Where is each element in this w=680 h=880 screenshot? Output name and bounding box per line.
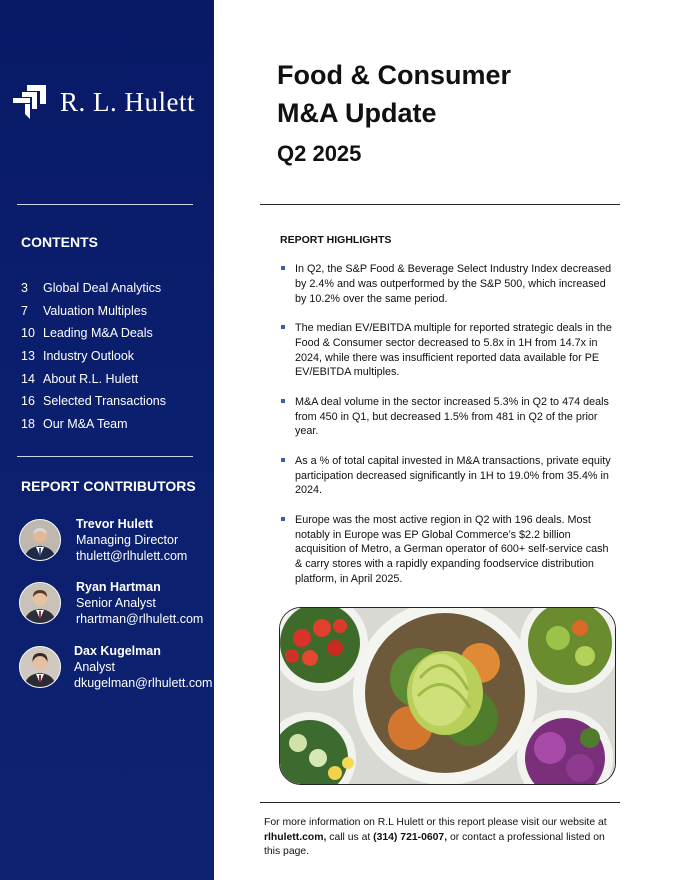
avatar <box>19 646 61 688</box>
toc-item[interactable]: 13 Industry Outlook <box>21 349 135 364</box>
contributor-card <box>19 579 203 627</box>
contributor-role: Analyst <box>74 660 115 674</box>
contributors-heading: REPORT CONTRIBUTORS <box>21 478 196 494</box>
contents-heading: CONTENTS <box>21 234 98 250</box>
contributor-email[interactable]: rhartman@rlhulett.com <box>76 612 204 626</box>
bullet-icon <box>281 517 285 521</box>
bullet-icon <box>281 458 285 462</box>
list-item: M&A deal volume in the sector increased 5.3% in Q2 to 474 deals from 450 in Q1, but decreased 1.5% from 481 in Q2 of the prior year. <box>280 395 616 439</box>
divider <box>17 204 193 205</box>
avatar <box>19 582 61 624</box>
contributor-name: Dax Kugelman <box>74 644 161 658</box>
contributor-role: Managing Director <box>76 533 179 547</box>
contributor-info <box>74 643 212 691</box>
highlights-heading: REPORT HIGHLIGHTS <box>280 234 392 246</box>
company-logo[interactable] <box>13 84 195 120</box>
toc-item[interactable]: 14 About R.L. Hulett <box>21 371 139 386</box>
report-title: Food & Consumer M&A Update <box>277 60 511 128</box>
bullet-icon <box>281 399 285 403</box>
toc-item[interactable]: 16 Selected Transactions <box>21 394 166 409</box>
contributor-card <box>19 643 212 691</box>
toc-item[interactable]: 3 Global Deal Analytics <box>21 281 162 295</box>
highlights-list <box>280 262 616 601</box>
contributor-name: Trevor Hulett <box>76 517 154 531</box>
bullet-icon <box>281 325 285 329</box>
footer-note: For more information on R.L Hulett or this report please visit our website at rlhulett.com, call us at (314) 721-0607, or contact a professional listed on this page. <box>264 817 607 858</box>
list-item: As a % of total capital invested in M&A transactions, private equity participation decreased significantly in 1H to 19.0% from 35.4% in 2024. <box>280 454 616 498</box>
logo-text: R. L. Hulett <box>60 87 195 117</box>
toc-item[interactable]: 18 Our M&A Team <box>21 417 128 432</box>
toc-item[interactable]: 10 Leading M&A Deals <box>21 326 153 341</box>
bullet-icon <box>281 266 285 270</box>
list-item: The median EV/EBITDA multiple for reported strategic deals in the Food & Consumer sector decreased to 5.8x in 1H from 14.7x in 2024, while there was insufficient reported data available for PE EV/EBITDA multiples. <box>280 321 616 380</box>
contributor-email[interactable]: thulett@rlhulett.com <box>76 549 188 563</box>
contributor-info <box>76 579 203 627</box>
logo-mark-icon <box>13 85 47 119</box>
website-link[interactable]: rlhulett.com, <box>264 831 327 843</box>
contributor-role: Senior Analyst <box>76 596 156 610</box>
report-period: Q2 2025 <box>277 141 362 166</box>
contributor-name: Ryan Hartman <box>76 580 161 594</box>
contributor-email[interactable]: dkugelman@rlhulett.com <box>74 676 213 690</box>
food-photo <box>279 607 616 785</box>
divider <box>260 204 620 205</box>
avatar <box>19 519 61 561</box>
list-item: In Q2, the S&P Food & Beverage Select Industry Index decreased by 2.4% and was outperformed by the S&P 500, which increased by 10.2% over the same period. <box>280 262 616 306</box>
table-of-contents <box>21 279 166 438</box>
list-item: Europe was the most active region in Q2 with 196 deals. Most notably in Europe was EP Global Commerce’s $2.2 billion acquisition of Metro, a German operator of 600+ self-service cash & carry stores with a rapidly expanding foodservice distribution platform, in April 2025. <box>280 513 616 587</box>
contributor-info <box>76 516 187 564</box>
toc-item[interactable]: 7 Valuation Multiples <box>21 303 147 318</box>
sidebar <box>0 0 214 880</box>
contributor-card <box>19 516 187 564</box>
divider <box>17 456 193 457</box>
phone-number[interactable]: (314) 721-0607, <box>373 831 448 843</box>
divider <box>260 802 620 803</box>
